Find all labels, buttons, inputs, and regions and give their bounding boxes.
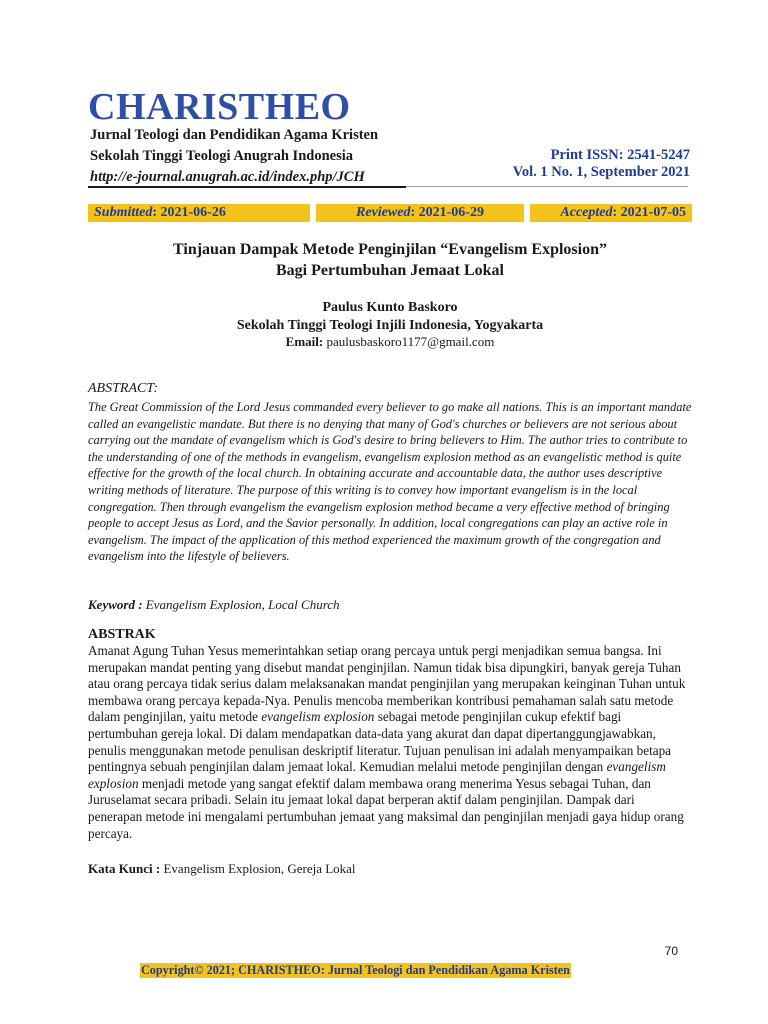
journal-subtitle: Jurnal Teologi dan Pendidikan Agama Kristen: [90, 127, 379, 143]
keywords-en: Keyword : Evangelism Explosion, Local Church: [88, 597, 340, 612]
date-bar: [88, 204, 692, 222]
reviewed-date: Reviewed: 2021-06-29: [316, 204, 524, 222]
institution-name: Sekolah Tinggi Teologi Anugrah Indonesia: [90, 148, 353, 164]
abstract-text: The Great Commission of the Lord Jesus commanded every believer to go make all nations. This is an important mandate called an evangelistic mandate. But there is no denying that many of God's churches or believers are not serious about carrying out the mandate of evangelism which is God's desire to bring believers to Him. The author tries to contribute to the understanding of one of the methods in evangelism, evangelism explosion method as an evangelistic method is quite effective for the growth of the local church. In obtaining accurate and accountable data, the author uses descriptive writing methods of literature. The purpose of this writing is to convey how important evangelism is in the local congregation. Then through evangelism the evangelism explosion method became a very effective method of bringing people to accept Jesus as Lord, and the Savior personally. In addition, local congregations can play an active role in evangelism. The impact of the application of this method experienced the maximum growth of the congregation and evangelism into the lifestyle of believers.: [88, 400, 692, 564]
email-link[interactable]: paulusbaskoro1177@gmail.com: [323, 334, 495, 349]
article-title-line2: Bagi Pertumbuhan Jemaat Lokal: [275, 262, 504, 279]
abstrak-text: Amanat Agung Tuhan Yesus memerintahkan setiap orang percaya untuk pergi menjadikan semua bangsa. Ini merupakan mandat penting yang disebut mandat penginjilan. Namun tidak bisa dipungkiri, banyak gereja Tuhan atau orang percaya tidak serius dalam melaksanakan mandat penginjilan yang merupakan keinginan Tuhan untuk membawa orang percaya kepada-Nya. Penulis mencoba memberikan kontribusi pemahaman salah satu metode dalam penginjilan, yaitu metode evangelism explosion sebagai metode penginjilan cukup efektif bagi pertumbuhan gereja lokal. Di dalam mendapatkan data-data yang akurat dan dapat dipertanggungjawabkan, penulis menggunakan metode penulisan deskriptif literatur. Tujuan penulisan ini adalah menyampaikan betapa pentingnya sebuah penginjilan dalam jemaat lokal. Kemudian melalui metode penginjilan dengan evangelism explosion menjadi metode yang sangat efektif dalam membawa orang menerima Yesus sebagai Tuhan, dan Juruselamat secara pribadi. Selain itu jemaat lokal dapat berperan aktif dalam penginjilan. Dampak dari penerapan metode ini mengalami pertumbuhan jemaat yang maksimal dan penginjilan menjadi gaya hidup orang percaya.: [88, 643, 686, 841]
volume-info: Vol. 1 No. 1, September 2021: [512, 164, 690, 180]
print-issn: Print ISSN: 2541-5247: [550, 147, 690, 163]
abstrak-heading: ABSTRAK: [88, 627, 156, 642]
header-rule-light: [406, 186, 688, 187]
accepted-date: Accepted: 2021-07-05: [530, 204, 692, 222]
article-title-line1: Tinjauan Dampak Metode Penginjilan “Evangelism Explosion”: [173, 241, 607, 258]
author-affiliation: Sekolah Tinggi Teologi Injili Indonesia, Yogyakarta: [236, 318, 544, 333]
author-name: Paulus Kunto Baskoro: [322, 300, 458, 315]
submitted-date: Submitted: 2021-06-26: [88, 204, 310, 222]
journal-name: CHARISTHEO: [88, 86, 351, 128]
header-rule-dark: [88, 186, 406, 188]
copyright-notice: Copyright© 2021; CHARISTHEO: Jurnal Teologi dan Pendidikan Agama Kristen: [141, 963, 570, 977]
author-email: Email: paulusbaskoro1177@gmail.com: [285, 334, 495, 349]
abstract-heading: ABSTRACT:: [88, 381, 159, 396]
keywords-id: Kata Kunci : Evangelism Explosion, Gereja Lokal: [88, 861, 356, 876]
journal-url-link[interactable]: http://e-journal.anugrah.ac.id/index.php/JCH: [90, 169, 365, 185]
page-number: 70: [664, 944, 678, 958]
